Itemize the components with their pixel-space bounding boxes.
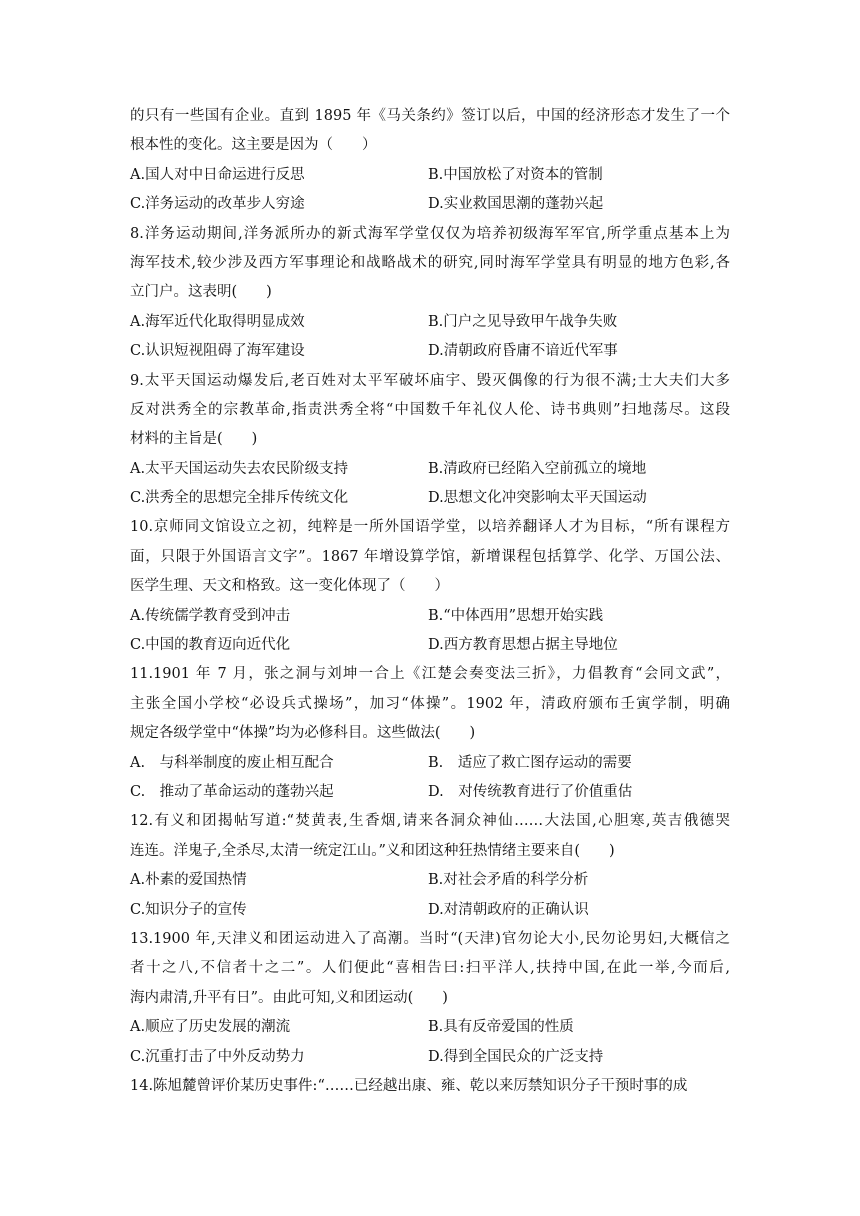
answer-option: B.“中体西用”思想开始实践 (428, 607, 604, 624)
question-q12 (130, 807, 730, 925)
question-stem-line: 主张全国小学校“必设兵式操场”，加习“体操”。1902 年，清政府颁布壬寅学制，明确 (130, 695, 730, 712)
options-row (130, 190, 730, 219)
answer-option: C.沉重打击了中外反动势力 (130, 1048, 305, 1065)
answer-option: B. 适应了救亡图存运动的需要 (428, 754, 632, 771)
answer-option: C.知识分子的宣传 (130, 901, 247, 918)
answer-option: A.朴素的爱国热情 (130, 872, 247, 889)
answer-option: B.具有反帝爱国的性质 (428, 1019, 574, 1036)
question-stem-line: 的只有一些国有企业。直到 1895 年《马关条约》签订以后，中国的经济形态才发生了一个 (130, 108, 730, 124)
answer-option: D.思想文化冲突影响太平天国运动 (428, 490, 647, 507)
question-q7-cont (130, 102, 730, 220)
answer-option: D.得到全国民众的广泛支持 (428, 1048, 604, 1065)
answer-option: A.太平天国运动失去农民阶级支持 (130, 460, 349, 477)
question-stem-line: 材料的主旨是( ) (130, 431, 258, 448)
question-stem-line: 12.有义和团揭帖写道:“焚黄表,生香烟,请来各洞众神仙……大法国,心胆寒,英吉俄德哭 (130, 813, 730, 830)
answer-option: D.实业救国思潮的蓬勃兴起 (428, 196, 604, 213)
question-stem-line: 者十之八,不信者十之二”。人们便此“喜相告曰:扫平洋人,扶持中国,在此一举,今而后, (130, 960, 730, 977)
options-row (130, 161, 730, 190)
answer-option: B.门户之见导致甲午战争失败 (428, 313, 618, 330)
options-row (130, 896, 730, 925)
question-q13 (130, 925, 730, 1072)
options-row (130, 778, 730, 807)
answer-option: A.国人对中日命运进行反思 (130, 166, 305, 183)
question-stem-line: 海内肃清,升平有日”。由此可知,义和团运动( ) (130, 989, 448, 1006)
question-stem-line: 立门户。这表明( ) (130, 284, 272, 301)
question-stem-line: 13.1900 年,天津义和团运动进入了高潮。当时“(天津)官勿论大小,民勿论男妇,大概信之 (130, 930, 730, 947)
answer-option: C.洋务运动的改革步人穷途 (130, 196, 305, 213)
options-row (130, 337, 730, 366)
answer-option: B.中国放松了对资本的管制 (428, 166, 603, 183)
answer-option: A.海军近代化取得明显成效 (130, 313, 305, 330)
question-stem-line: 14.陈旭麓曾评价某历史事件:“……已经越出康、雍、乾以来厉禁知识分子干预时事的成 (130, 1077, 688, 1094)
question-stem-line: 10.京师同文馆设立之初，纯粹是一所外国语学堂，以培养翻译人才为目标，“所有课程方 (130, 519, 730, 536)
question-q11 (130, 660, 730, 807)
answer-option: B.清政府已经陷入空前孤立的境地 (428, 460, 647, 477)
question-stem-line: 9.太平天国运动爆发后,老百姓对太平军破坏庙宇、毁灭偶像的行为很不满;士大夫们大多 (130, 372, 730, 389)
options-row (130, 866, 730, 895)
answer-option: C.认识短视阻碍了海军建设 (130, 343, 305, 360)
answer-option: D.西方教育思想占据主导地位 (428, 637, 618, 654)
answer-option: A.顺应了历史发展的潮流 (130, 1019, 291, 1036)
question-stem-line: 根本性的变化。这主要是因为（ ） (130, 137, 377, 154)
options-row (130, 1013, 730, 1042)
question-q10 (130, 513, 730, 660)
question-stem-line: 11.1901 年 7 月，张之洞与刘坤一合上《江楚会奏变法三折》，力倡教育“会同文武”， (130, 666, 730, 683)
question-stem-line: 规定各级学堂中“体操”均为必修科目。这些做法( ) (130, 725, 476, 742)
question-stem-line: 8.洋务运动期间,洋务派所办的新式海军学堂仅仅为培养初级海军军官,所学重点基本上为 (130, 225, 730, 242)
answer-option: D.对清朝政府的正确认识 (428, 901, 589, 918)
answer-option: C.洪秀全的思想完全排斥传统文化 (130, 490, 349, 507)
question-stem-line: 反对洪秀全的宗教革命,指责洪秀全将“中国数千年礼仪人伦、诗书典则”扫地荡尽。这段 (130, 401, 730, 418)
answer-option: B.对社会矛盾的科学分析 (428, 872, 589, 889)
answer-option: D.清朝政府昏庸不谙近代军事 (428, 343, 618, 360)
question-q14 (130, 1072, 730, 1101)
options-row (130, 602, 730, 631)
options-row (130, 484, 730, 513)
question-q9 (130, 367, 730, 514)
question-stem-line: 医学生理、天文和格致。这一变化体现了（ ） (130, 578, 449, 595)
answer-option: C.中国的教育迈向近代化 (130, 637, 291, 654)
answer-option: A.传统儒学教育受到冲击 (130, 607, 291, 624)
answer-option: A. 与科举制度的废止相互配合 (130, 754, 334, 771)
answer-option: C. 推动了革命运动的蓬勃兴起 (130, 783, 334, 800)
options-row (130, 631, 730, 660)
question-stem-line: 连连。洋鬼子,全杀尽,太清一统定江山。”义和团这种狂热情绪主要来自( ) (130, 842, 615, 859)
question-stem-line: 面，只限于外国语言文字”。1867 年增设算学馆，新增课程包括算学、化学、万国公法、 (130, 548, 730, 565)
question-q8 (130, 220, 730, 367)
answer-option: D. 对传统教育进行了价值重估 (428, 783, 633, 800)
question-list (130, 102, 730, 1101)
options-row (130, 1043, 730, 1072)
options-row (130, 749, 730, 778)
question-stem-line: 海军技术,较少涉及西方军事理论和战略战术的研究,同时海军学堂具有明显的地方色彩,各 (130, 254, 730, 271)
options-row (130, 308, 730, 337)
options-row (130, 455, 730, 484)
